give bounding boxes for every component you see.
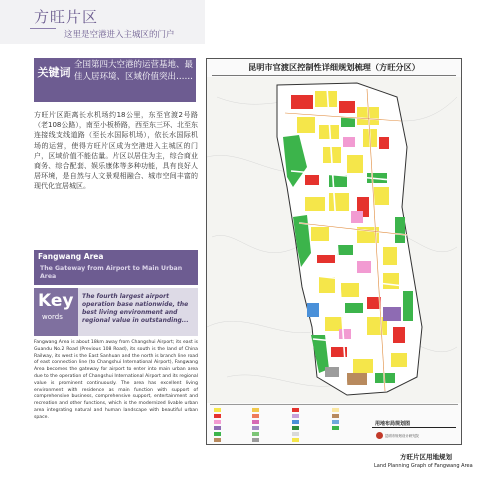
institute-name: 昆明市规划设计研究院 [385, 434, 419, 438]
legend-swatch [292, 432, 299, 436]
legend-swatch [252, 426, 259, 430]
legend-swatch [332, 414, 339, 418]
legend-swatch [252, 432, 259, 436]
legend-swatch [214, 414, 221, 418]
figure-caption-cn: 方旺片区用地规划 [400, 453, 452, 461]
land-use-map [207, 77, 461, 403]
legend-swatch [214, 432, 221, 436]
map-title-rule [212, 75, 456, 76]
legend-swatch [214, 438, 221, 442]
legend-swatch [252, 408, 259, 412]
key-words-text: The fourth largest airport operation base nationwide, the best living environment and regional value in outstanding... [82, 293, 189, 324]
legend-swatch [292, 420, 299, 424]
legend-swatch [252, 420, 259, 424]
english-body: Fangwang Area is about 18km away from Changshui Airport; its east is Guandu No.2 Road (Previous 108 Road), its south is the land of China Railway, its west is the East Sanhuan and the north is branch line road of east connection line (to Changshui International Airport), Fangwang Area becomes the gateway for airport to enter into main urban area due to the operation of Changshui International Airport and its regional value is prominent continuously. The area has excellent living environment with residence as main function with support of comprehensive business, comprehensive support, entertainment and recreation and other functions, which is the modernized livable urban area integrating natural and human landscape with beautiful urban space. [34, 340, 198, 420]
legend-swatch [214, 408, 221, 412]
legend-swatch [292, 426, 299, 430]
words-label: words [42, 313, 63, 321]
legend-caption: 用地布局规划图 [375, 421, 411, 427]
legend-swatch [332, 408, 339, 412]
water-block [307, 303, 319, 317]
legend-swatch [252, 414, 259, 418]
legend-swatch [252, 438, 259, 442]
keyword-label: 关键词 [37, 66, 71, 79]
legend-swatch [292, 414, 299, 418]
chinese-body: 方旺片区距离长水机场约18公里，东至官渡2号路（老108公路），南至小板桥路，西至东三环、北至东连接线支线道路（至长水国际机场），依长水国际机场的运营，使得方旺片区成为空港进入主城区的门户，区域价值不能估量。片区以居住为主，综合商业商务、综合配套、娱乐康体等多种功能，具有良好人居环境，是自然与人文景观相融合、城市空间丰富的现代化宜居城区。 [34, 111, 198, 191]
figure-caption-en: Land Planning Graph of Fangwang Area [374, 463, 473, 469]
industrial-block [347, 373, 367, 385]
subtitle-dash [30, 28, 56, 29]
legend-swatch [332, 426, 339, 430]
english-title: Fangwang Area [38, 252, 104, 261]
legend-swatch [214, 420, 221, 424]
key-label: Key [38, 291, 74, 311]
english-subtitle: The Gateway from Airport to Main Urban Area [40, 265, 183, 280]
institute-logo-icon [376, 432, 383, 439]
page-subtitle: 这里是空港进入主城区的门户 [64, 30, 175, 40]
legend-swatch [332, 420, 339, 424]
keyword-text: 全国第四大空港的运营基地、最佳人居环境、区域价值突出…… [74, 60, 194, 82]
legend-swatch [292, 438, 299, 442]
page-title: 方旺片区 [34, 8, 99, 26]
legend-swatch [292, 408, 299, 412]
legend-caption-rule [372, 427, 456, 428]
utility-block [325, 367, 339, 377]
legend-separator [210, 404, 458, 405]
public-facility-block [383, 307, 401, 321]
legend-swatch [214, 426, 221, 430]
map-title: 昆明市官渡区控制性详细规划梳理（方旺分区） [248, 62, 420, 72]
